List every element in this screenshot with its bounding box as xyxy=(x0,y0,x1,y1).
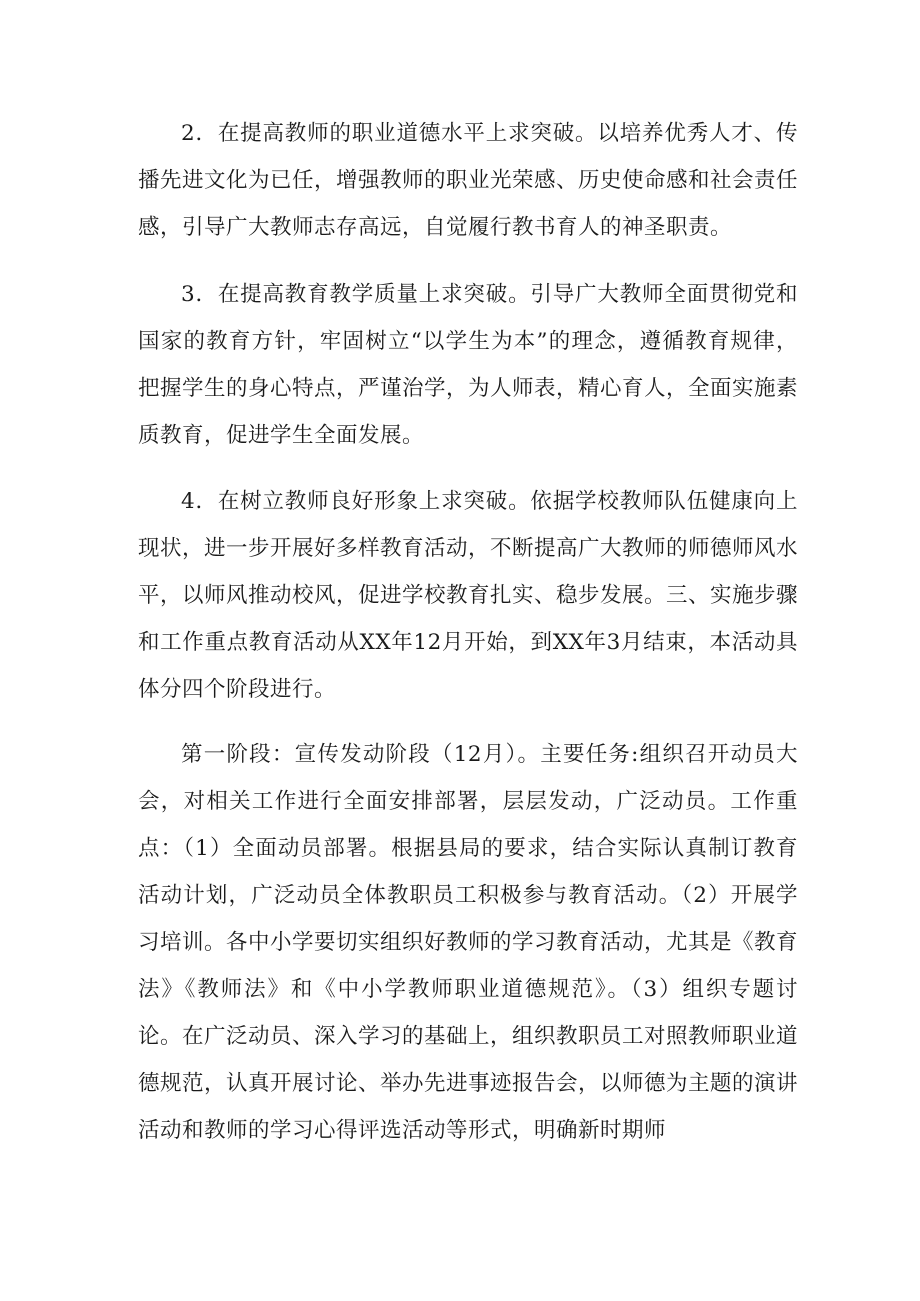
paragraph-improve-ethics: 2．在提高教师的职业道德水平上求突破。以培养优秀人才、传播先进文化为已任，增强教师的职业光荣感、历史使命感和社会责任感，引导广大教师志存高远，自觉履行教书育人的神圣职责。 xyxy=(138,121,799,240)
paragraph-teacher-image: 4．在树立教师良好形象上求突破。依据学校教师队伍健康向上现状，进一步开展好多样教育活动，不断提高广大教师的师德师风水平，以师风推动校风，促进学校教育扎实、稳步发展。三、实施步骤和工作重点教育活动从XX年12月开始，到XX年3月结束，本活动具体分四个阶段进行。 xyxy=(138,489,799,702)
paragraph-stage-one: 第一阶段：宣传发动阶段（12月）。主要任务:组织召开动员大会，对相关工作进行全面安排部署，层层发动，广泛动员。工作重点：（1）全面动员部署。根据县局的要求，结合实际认真制订教育活动计划，广泛动员全体教职员工积极参与教育活动。（2）开展学习培训。各中小学要切实组织好教师的学习教育活动，尤其是《教育法》《教师法》和《中小学教师职业道德规范》。（3）组织专题讨论。在广泛动员、深入学习的基础上，组织教职员工对照教师职业道德规范，认真开展讨论、举办先进事迹报告会，以师德为主题的演讲活动和教师的学习心得评选活动等形式，明确新时期师 xyxy=(138,742,799,1143)
paragraph-improve-quality: 3．在提高教育教学质量上求突破。引导广大教师全面贯彻党和国家的教育方针，牢固树立“以学生为本”的理念，遵循教育规律，把握学生的身心特点，严谨治学，为人师表，精心育人，全面实施素质教育，促进学生全面发展。 xyxy=(138,282,799,448)
